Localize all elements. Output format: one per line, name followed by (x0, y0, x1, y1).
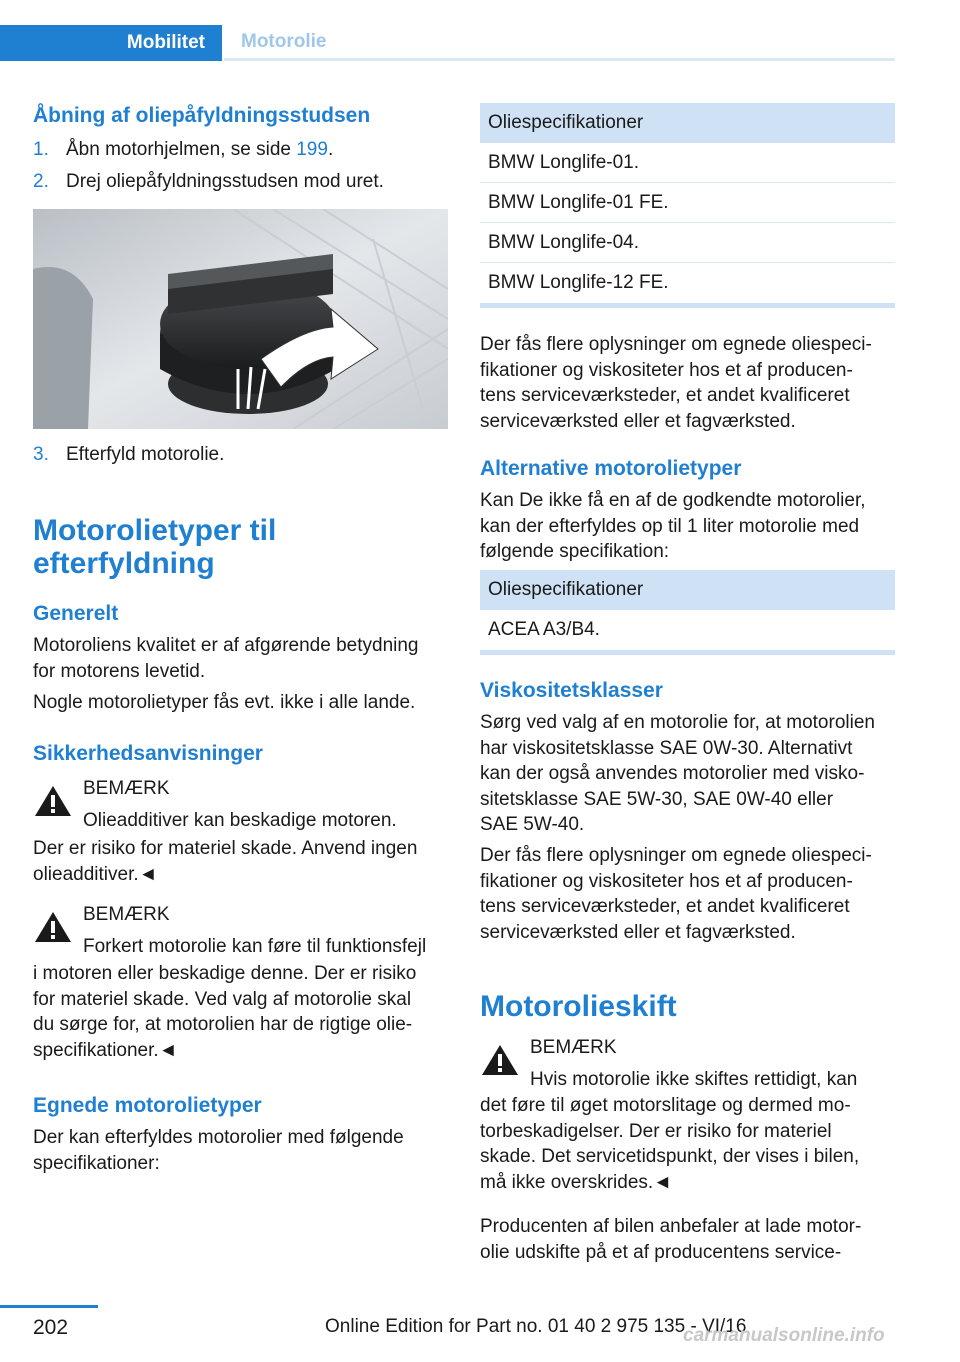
notice-3-body: det føre til øget motorslitage og dermed mo‐ torbeskadigelser. Der er risiko for materiel skade. Det servicetidspunkt, der vises i bilen, må ikke overskrides.◄ (480, 1095, 860, 1193)
table-row: BMW Longlife-01. (480, 143, 895, 183)
page-link-199[interactable]: 199 (296, 139, 328, 160)
table-header: Oliespecifikationer (480, 103, 895, 143)
heading-alternative: Alternative motorolietyper (480, 457, 742, 480)
heading-general: Generelt (33, 602, 119, 625)
heading-oil-change: Motorolieskift (480, 990, 677, 1023)
heading-oil-types: Motorolietyper til efterfyldning (33, 514, 277, 580)
info-paragraph-2: Der fås flere oplysninger om egnede oliespeci‐ fikationer og viskositeter hos et af producen‐ tens serviceværksteder, et andet kvalificeret serviceværksted eller et fagværksted. (480, 845, 872, 943)
tab-mobilitet[interactable]: Mobilitet (0, 25, 222, 61)
heading-safety: Sikkerhedsanvisninger (33, 742, 263, 765)
table-bottom-rule (480, 650, 895, 655)
watermark: carmanualsonline.info (683, 1325, 885, 1346)
warning-icon (33, 909, 73, 945)
footer-rule (0, 1305, 98, 1308)
heading-viscosity: Viskositetsklasser (480, 679, 663, 702)
general-paragraph-2: Nogle motorolietyper fås evt. ikke i alle lande. (33, 692, 416, 713)
warning-icon (480, 1042, 520, 1078)
viscosity-paragraph: Sørg ved valg af en motorolie for, at motorolien har viskositetsklasse SAE 0W-30. Alternativt kan der også anvendes motorolier med visko‐ sitetsklasse SAE 5W-30, SAE 0W-40 eller SAE 5W-40. (480, 712, 875, 835)
table-row: BMW Longlife-01 FE. (480, 183, 895, 223)
notice-1-head: BEMÆRK Olieadditiver kan beskadige motoren. (83, 778, 397, 831)
table-row: BMW Longlife-04. (480, 223, 895, 263)
page-number: 202 (33, 1316, 69, 1339)
warning-icon (33, 783, 73, 819)
oil-spec-table-2 (480, 570, 895, 655)
oil-cap-photo (33, 209, 448, 429)
oil-cap-illustration (33, 209, 448, 429)
notice-3-head: BEMÆRK Hvis motorolie ikke skiftes rettidigt, kan (530, 1037, 858, 1090)
final-paragraph: Producenten af bilen anbefaler at lade motor‐ olie udskifte på et af producentens service‐ (480, 1216, 862, 1263)
oil-spec-table-1 (480, 103, 895, 308)
heading-open-filler: Åbning af oliepåfyldningsstudsen (33, 104, 371, 127)
tab-motorolie[interactable]: Motorolie (224, 25, 895, 61)
table-bottom-rule (480, 303, 895, 308)
notice-2-head: BEMÆRK Forkert motorolie kan føre til funktionsfejl (83, 904, 427, 957)
table-row: ACEA A3/B4. (488, 619, 600, 640)
suitable-paragraph: Der kan efterfyldes motorolier med følgende specifikationer: (33, 1127, 404, 1174)
general-paragraph-1: Motoroliens kvalitet er af afgørende betydning for motorens levetid. (33, 635, 419, 682)
notice-1-body: Der er risiko for materiel skade. Anvend ingen olieadditiver.◄ (33, 838, 418, 885)
table-row: BMW Longlife-12 FE. (488, 272, 669, 293)
edition-note: Online Edition for Part no. 01 40 2 975 135 - VI/16 (325, 1316, 747, 1337)
header-tabs (0, 25, 895, 61)
info-paragraph-1: Der fås flere oplysninger om egnede oliespeci‐ fikationer og viskositeter hos et af producen‐ tens serviceværksteder, et andet kvalificeret serviceværksted eller et fagværksted. (480, 334, 872, 432)
heading-suitable: Egnede motorolietyper (33, 1094, 262, 1117)
notice-2-body: i motoren eller beskadige denne. Der er risiko for materiel skade. Ved valg af motorolie skal du sørge for, at motorolien har de rigtige olie‐ specifikationer.◄ (33, 963, 417, 1061)
alternative-paragraph: Kan De ikke få en af de godkendte motorolier, kan der efterfyldes op til 1 liter motorolie med følgende specifikation: (480, 490, 866, 562)
table-header: Oliespecifikationer (480, 570, 895, 610)
